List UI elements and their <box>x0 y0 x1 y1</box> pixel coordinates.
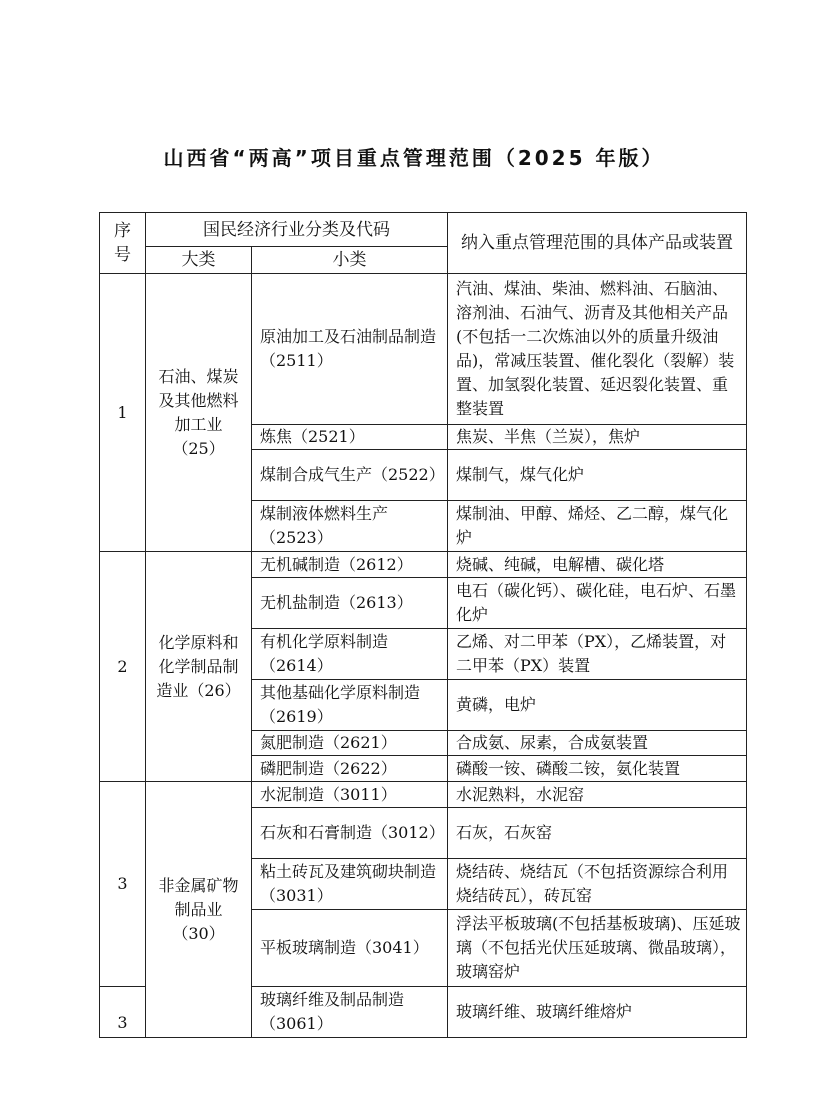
header-minor: 小类 <box>252 247 448 274</box>
minor-category: 有机化学原料制造（2614） <box>252 629 448 680</box>
product-list: 浮法平板玻璃(不包括基板玻璃)、压延玻璃（不包括光伏压延玻璃、微晶玻璃），玻璃窑炉 <box>448 910 747 987</box>
management-scope-table <box>99 212 747 1038</box>
minor-category: 无机盐制造（2613） <box>252 578 448 629</box>
product-list: 电石（碳化钙）、碳化硅，电石炉、石墨化炉 <box>448 578 747 629</box>
minor-category: 氮肥制造（2621） <box>252 731 448 756</box>
product-list: 烧碱、纯碱，电解槽、碳化塔 <box>448 552 747 578</box>
product-list: 乙烯、对二甲苯（PX），乙烯装置，对二甲苯（PX）装置 <box>448 629 747 680</box>
header-major: 大类 <box>146 247 252 274</box>
product-list: 焦炭、半焦（兰炭），焦炉 <box>448 425 747 450</box>
product-list: 黄磷，电炉 <box>448 680 747 731</box>
product-list: 汽油、煤油、柴油、燃料油、石脑油、溶剂油、石油气、沥青及其他相关产品(不包括一二次炼油以外的质量升级油品)，常减压装置、催化裂化（裂解）装置、加氢裂化装置、延迟裂化装置、重整装置 <box>448 274 747 425</box>
minor-category: 炼焦（2521） <box>252 425 448 450</box>
minor-category: 煤制合成气生产（2522） <box>252 450 448 501</box>
major-category: 石油、煤炭及其他燃料加工业（25） <box>146 274 252 552</box>
seq-number: 2 <box>100 552 146 782</box>
minor-category: 煤制液体燃料生产（2523） <box>252 501 448 552</box>
seq-number: 1 <box>100 274 146 552</box>
minor-category: 磷肥制造（2622） <box>252 756 448 782</box>
product-list: 玻璃纤维、玻璃纤维熔炉 <box>448 987 747 1038</box>
minor-category: 原油加工及石油制品制造（2511） <box>252 274 448 425</box>
minor-category: 玻璃纤维及制品制造（3061） <box>252 987 448 1038</box>
document-title: 山西省“两高”项目重点管理范围（2025 年版） <box>163 146 665 170</box>
major-category: 化学原料和化学制品制造业（26） <box>146 552 252 782</box>
major-category: 非金属矿物制品业（30） <box>146 782 252 1038</box>
seq-number-continued: 3 <box>100 987 146 1038</box>
header-row <box>100 213 747 247</box>
minor-category: 粘土砖瓦及建筑砌块制造（3031） <box>252 859 448 910</box>
minor-category: 其他基础化学原料制造（2619） <box>252 680 448 731</box>
minor-category: 水泥制造（3011） <box>252 782 448 808</box>
header-classification: 国民经济行业分类及代码 <box>146 213 448 247</box>
minor-category: 无机碱制造（2612） <box>252 552 448 578</box>
product-list: 水泥熟料，水泥窑 <box>448 782 747 808</box>
header-products: 纳入重点管理范围的具体产品或装置 <box>448 213 747 274</box>
seq-number: 3 <box>100 782 146 987</box>
minor-category: 石灰和石膏制造（3012） <box>252 808 448 859</box>
product-list: 石灰，石灰窑 <box>448 808 747 859</box>
product-list: 磷酸一铵、磷酸二铵，氨化装置 <box>448 756 747 782</box>
product-list: 合成氨、尿素，合成氨装置 <box>448 731 747 756</box>
product-list: 煤制气，煤气化炉 <box>448 450 747 501</box>
header-seq: 序号 <box>100 213 146 274</box>
product-list: 煤制油、甲醇、烯烃、乙二醇，煤气化炉 <box>448 501 747 552</box>
table-row <box>100 552 747 578</box>
table-row <box>100 274 747 425</box>
product-list: 烧结砖、烧结瓦（不包括资源综合利用烧结砖瓦），砖瓦窑 <box>448 859 747 910</box>
minor-category: 平板玻璃制造（3041） <box>252 910 448 987</box>
table-row <box>100 782 747 808</box>
